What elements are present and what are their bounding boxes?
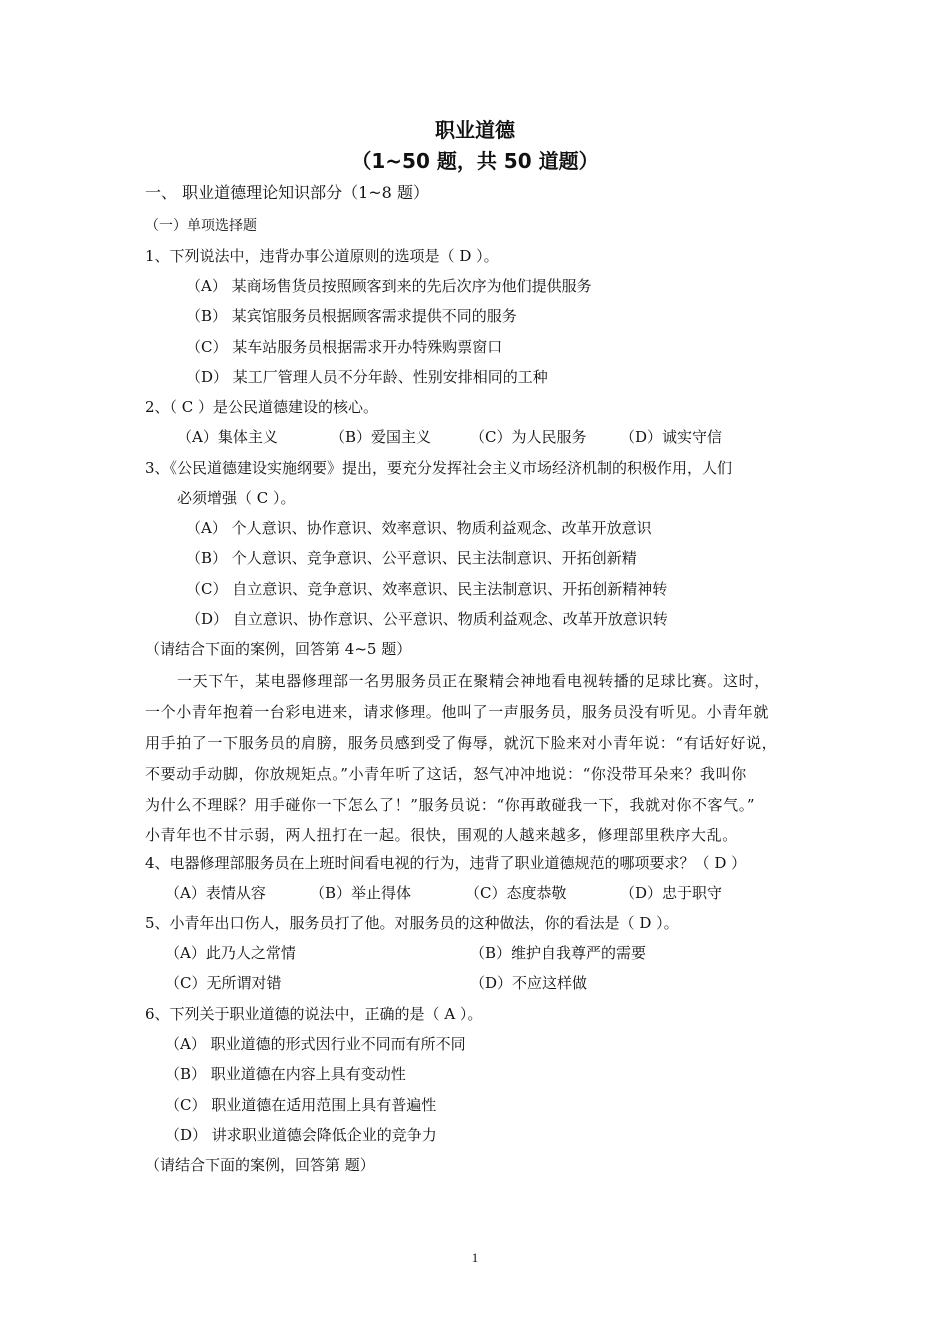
question-4-option-b: （B）举止得体 <box>310 884 412 902</box>
question-6-stem: 6、下列关于职业道德的说法中，正确的是（ A ）。 <box>145 1005 483 1023</box>
question-2-option-a: （A）集体主义 <box>177 428 278 446</box>
question-3-option-a: （A） 个人意识、协作意识、效率意识、物质利益观念、改革开放意识 <box>186 519 652 537</box>
question-1-stem: 1、下列说法中，违背办事公道原则的选项是（ D ）。 <box>145 247 499 265</box>
case-intro-1: （请结合下面的案例，回答第 4~5 题） <box>145 640 412 658</box>
case-text-line-1: 一天下午，某电器修理部一名男服务员正在聚精会神地看电视转播的足球比赛。这时， <box>177 672 770 690</box>
question-1-option-a: （A） 某商场售货员按照顾客到来的先后次序为他们提供服务 <box>186 277 592 295</box>
case-text-line-2: 一个小青年抱着一台彩电进来，请求修理。他叫了一声服务员，服务员没有听见。小青年就 <box>145 703 770 721</box>
question-4-stem: 4、电器修理部服务员在上班时间看电视的行为，违背了职业道德规范的哪项要求？（ D ） <box>145 854 747 872</box>
question-4-option-d: （D）忠于职守 <box>620 884 723 902</box>
question-5-stem: 5、小青年出口伤人，服务员打了他。对服务员的这种做法，你的看法是（ D ）。 <box>145 914 679 932</box>
question-2-option-c: （C）为人民服务 <box>470 428 587 446</box>
question-1-option-c: （C） 某车站服务员根据需求开办特殊购票窗口 <box>186 338 503 356</box>
case-intro-2: （请结合下面的案例，回答第 题） <box>145 1156 375 1174</box>
question-3-option-b: （B） 个人意识、竞争意识、公平意识、民主法制意识、开拓创新精 <box>186 549 637 567</box>
question-1-option-d: （D） 某工厂管理人员不分年龄、性别安排相同的工种 <box>186 368 548 386</box>
question-5-option-d: （D）不应这样做 <box>470 974 588 992</box>
page-number: 1 <box>471 1250 479 1265</box>
question-6-option-d: （D） 讲求职业道德会降低企业的竞争力 <box>165 1126 437 1144</box>
case-text-line-4: 不要动手动脚，你放规矩点。”小青年听了这话，怒气冲冲地说：“你没带耳朵来？我叫你 <box>145 765 747 783</box>
document-title: 职业道德 <box>435 118 515 142</box>
question-5-option-b: （B）维护自我尊严的需要 <box>470 944 647 962</box>
document-subtitle: （1~50 题，共 50 道题） <box>351 149 599 173</box>
subsection-heading: （一）单项选择题 <box>145 218 257 234</box>
question-2-option-d: （D）诚实守信 <box>620 428 723 446</box>
case-text-line-5: 为什么不理睬？用手碰你一下怎么了！”服务员说：“你再敢碰我一下，我就对你不客气。” <box>145 796 756 814</box>
section-heading: 一、 职业道德理论知识部分（1~8 题） <box>145 183 429 202</box>
question-6-option-a: （A） 职业道德的形式因行业不同而有所不同 <box>165 1035 466 1053</box>
question-3-option-c: （C） 自立意识、竞争意识、效率意识、民主法制意识、开拓创新精神转 <box>186 580 668 598</box>
question-4-option-c: （C）态度恭敬 <box>465 884 567 902</box>
question-5-option-c: （C）无所谓对错 <box>165 974 282 992</box>
question-6-option-b: （B） 职业道德在内容上具有变动性 <box>165 1065 406 1083</box>
question-2-stem: 2、（ C ）是公民道德建设的核心。 <box>145 398 379 416</box>
case-text-line-6: 小青年也不甘示弱，两人扭打在一起。很快，围观的人越来越多，修理部里秩序大乱。 <box>145 826 738 844</box>
question-3-option-d: （D） 自立意识、协作意识、公平意识、物质利益观念、改革开放意识转 <box>186 610 668 628</box>
question-3-stem-line-1: 3、《公民道德建设实施纲要》提出，要充分发挥社会主义市场经济机制的积极作用，人们 <box>145 459 733 477</box>
case-text-line-3: 用手拍了一下服务员的肩膀，服务员感到受了侮辱，就沉下脸来对小青年说：“有话好好说， <box>145 734 778 752</box>
question-5-option-a: （A）此乃人之常情 <box>165 944 296 962</box>
question-4-option-a: （A）表情从容 <box>165 884 266 902</box>
question-3-stem-line-2: 必须增强（ C ）。 <box>177 489 296 507</box>
question-1-option-b: （B） 某宾馆服务员根据顾客需求提供不同的服务 <box>186 307 517 325</box>
question-2-option-b: （B）爱国主义 <box>330 428 432 446</box>
question-6-option-c: （C） 职业道德在适用范围上具有普遍性 <box>165 1096 437 1114</box>
